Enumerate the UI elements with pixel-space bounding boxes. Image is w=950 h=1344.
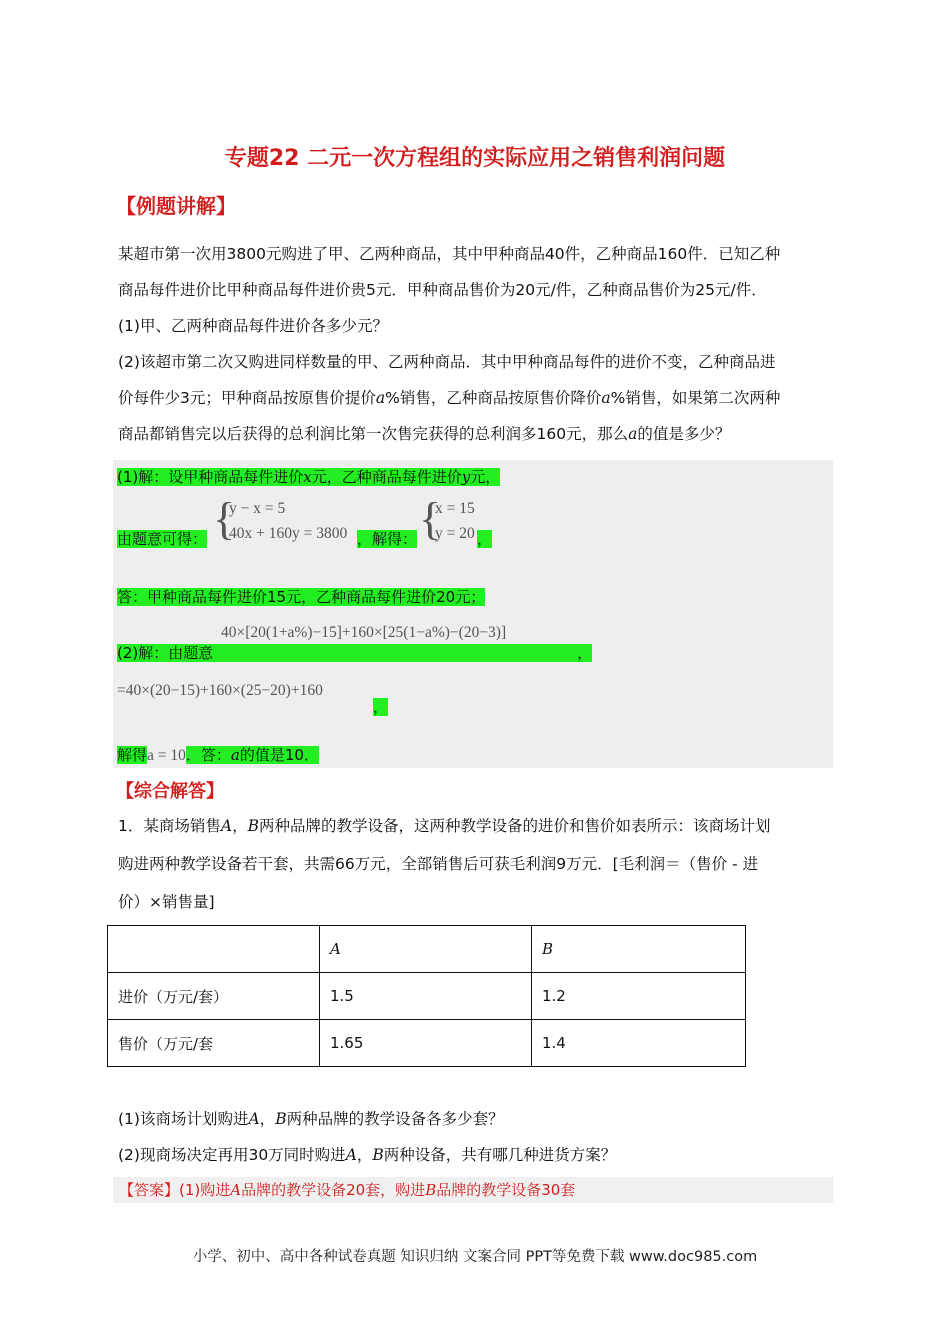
answer-line: 【答案】(1)购进A品牌的教学设备20套，购进B品牌的教学设备30套 bbox=[113, 1177, 833, 1203]
result-y: y = 20 bbox=[435, 525, 475, 542]
question-2-line-1: (2)该超市第二次又购进同样数量的甲、乙两种商品．其中甲种商品每件的进价不变，乙种商品进 bbox=[118, 353, 776, 371]
problem-line-2: 商品每件进价比甲种商品每件进价贵5元．甲种商品售价为20元/件，乙种商品售价为25元/件． bbox=[118, 281, 767, 299]
solution-box: (1)解：设甲种商品每件进价x元，乙种商品每件进价y元， 由题意可得： { y − x = 5 40x + 160y = 3800 ，解得： { x = 15 y = 20 ， 答：甲种商品每件进价15元，乙种商品每件进价20元； 40×[20(1+a%)−15]+160×[25(1−a%)−(20−3)] (2)解：由题意 ， =40×(20−15)+160×(25−20)+160 ， 解得a = 10．答：a的值是10． bbox=[113, 460, 833, 768]
system-brace-2: { bbox=[419, 493, 442, 544]
cq-line-3: 价）×销售量] bbox=[118, 893, 215, 911]
system-brace-1: { bbox=[213, 493, 236, 544]
table-cell: 售价（万元/套 bbox=[108, 1020, 320, 1067]
question-2-line-2: 价每件少3元；甲种商品按原售价提价a%销售，乙种商品按原售价降价a%销售，如果第二次两种 bbox=[118, 389, 781, 407]
section-heading-example: 【例题讲解】 bbox=[116, 194, 236, 218]
table-cell: A bbox=[320, 926, 532, 973]
question-1: (1)甲、乙两种商品每件进价各多少元？ bbox=[118, 317, 388, 335]
table-row bbox=[108, 973, 746, 1020]
equation-1: y − x = 5 bbox=[229, 500, 286, 517]
equation-2: 40x + 160y = 3800 bbox=[229, 525, 348, 542]
table-row bbox=[108, 1020, 746, 1067]
cq-part-2: (2)现商场决定再用30万同时购进A，B两种设备，共有哪几种进货方案？ bbox=[118, 1146, 617, 1164]
price-table bbox=[107, 925, 746, 1067]
table-cell: 1.4 bbox=[532, 1020, 746, 1067]
cq-line-1: 1．某商场销售A，B两种品牌的教学设备，这两种教学设备的进价和售价如表所示：该商场计划 bbox=[118, 817, 771, 835]
section-heading-comprehensive: 【综合解答】 bbox=[116, 781, 224, 802]
table-cell: B bbox=[532, 926, 746, 973]
table-cell bbox=[108, 926, 320, 973]
result-x: x = 15 bbox=[435, 500, 475, 517]
page-footer: 小学、初中、高中各种试卷真题 知识归纳 文案合同 PPT等免费下载 www.doc985.com bbox=[192, 1249, 758, 1265]
problem-line-1: 某超市第一次用3800元购进了甲、乙两种商品，其中甲种商品40件，乙种商品160件．已知乙种 bbox=[118, 245, 781, 263]
cq-part-1: (1)该商场计划购进A，B两种品牌的教学设备各多少套？ bbox=[118, 1110, 504, 1128]
equation-4: =40×(20−15)+160×(25−20)+160 bbox=[117, 682, 323, 699]
question-2-line-3: 商品都销售完以后获得的总利润比第一次售完获得的总利润多160元，那么a的值是多少？ bbox=[118, 425, 731, 443]
cq-line-2: 购进两种教学设备若干套，共需66万元，全部销售后可获毛利润9万元．[毛利润＝（售价 - 进 bbox=[118, 855, 759, 873]
table-cell: 1.65 bbox=[320, 1020, 532, 1067]
table-cell: 1.2 bbox=[532, 973, 746, 1020]
table-header-row bbox=[108, 926, 746, 973]
solution-line-1: (1)解：设甲种商品每件进价x元，乙种商品每件进价y元， bbox=[117, 468, 501, 486]
solution-line-3: 答：甲种商品每件进价15元，乙种商品每件进价20元； bbox=[117, 588, 486, 606]
equation-3: 40×[20(1+a%)−15]+160×[25(1−a%)−(20−3)] bbox=[221, 624, 507, 641]
page-title: 专题22 二元一次方程组的实际应用之销售利润问题 bbox=[224, 146, 726, 171]
table-cell: 进价（万元/套） bbox=[108, 973, 320, 1020]
solution-line-2-label: 由题意可得： bbox=[117, 530, 208, 548]
solution-line-4: (2)解：由题意 ， bbox=[117, 644, 593, 662]
table-cell: 1.5 bbox=[320, 973, 532, 1020]
solution-line-6: 解得a = 10．答：a的值是10． bbox=[117, 746, 319, 764]
